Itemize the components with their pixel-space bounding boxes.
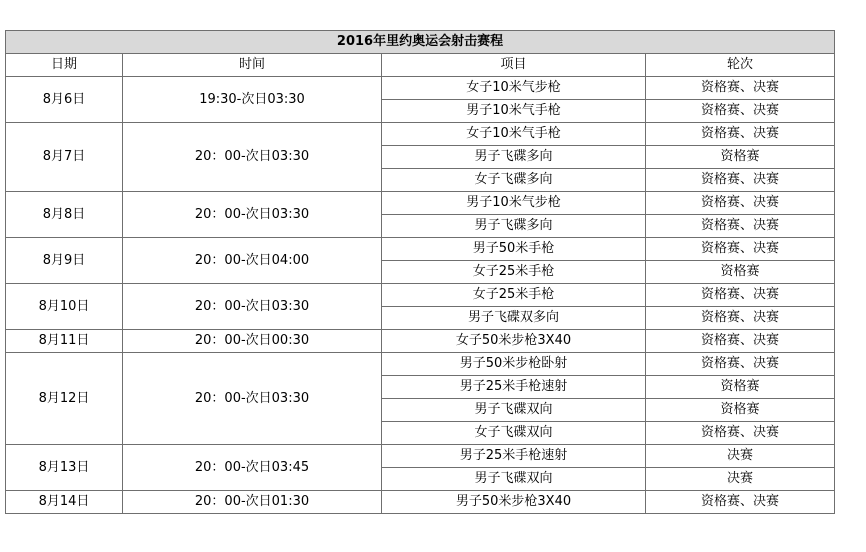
round-cell: 资格赛、决赛 bbox=[646, 192, 835, 215]
date-cell: 8月8日 bbox=[6, 192, 123, 238]
round-cell: 资格赛、决赛 bbox=[646, 169, 835, 192]
event-cell: 男子50米步枪卧射 bbox=[382, 353, 646, 376]
table-row bbox=[6, 238, 835, 261]
round-cell: 资格赛、决赛 bbox=[646, 123, 835, 146]
event-cell: 男子50米步枪3X40 bbox=[382, 491, 646, 514]
time-cell: 20：00-次日00:30 bbox=[123, 330, 382, 353]
event-cell: 女子10米气手枪 bbox=[382, 123, 646, 146]
round-cell: 资格赛 bbox=[646, 399, 835, 422]
round-cell: 资格赛、决赛 bbox=[646, 77, 835, 100]
event-cell: 男子25米手枪速射 bbox=[382, 445, 646, 468]
table-row bbox=[6, 491, 835, 514]
event-cell: 女子25米手枪 bbox=[382, 261, 646, 284]
time-cell: 19:30-次日03:30 bbox=[123, 77, 382, 123]
round-cell: 决赛 bbox=[646, 468, 835, 491]
time-cell: 20：00-次日03:30 bbox=[123, 353, 382, 445]
header-time: 时间 bbox=[123, 54, 382, 77]
round-cell: 资格赛、决赛 bbox=[646, 491, 835, 514]
date-cell: 8月13日 bbox=[6, 445, 123, 491]
header-row bbox=[6, 54, 835, 77]
time-cell: 20：00-次日04:00 bbox=[123, 238, 382, 284]
table-row bbox=[6, 353, 835, 376]
header-date: 日期 bbox=[6, 54, 123, 77]
date-cell: 8月7日 bbox=[6, 123, 123, 192]
time-cell: 20：00-次日03:30 bbox=[123, 192, 382, 238]
event-cell: 男子10米气手枪 bbox=[382, 100, 646, 123]
table-row bbox=[6, 330, 835, 353]
schedule-table bbox=[5, 30, 835, 514]
table-title: 2016年里约奥运会射击赛程 bbox=[6, 31, 835, 54]
event-cell: 男子25米手枪速射 bbox=[382, 376, 646, 399]
event-cell: 女子50米步枪3X40 bbox=[382, 330, 646, 353]
event-cell: 男子飞碟双向 bbox=[382, 468, 646, 491]
time-cell: 20：00-次日03:30 bbox=[123, 284, 382, 330]
time-cell: 20：00-次日03:30 bbox=[123, 123, 382, 192]
header-round: 轮次 bbox=[646, 54, 835, 77]
table-row bbox=[6, 445, 835, 468]
date-cell: 8月11日 bbox=[6, 330, 123, 353]
round-cell: 资格赛、决赛 bbox=[646, 353, 835, 376]
event-cell: 男子10米气步枪 bbox=[382, 192, 646, 215]
event-cell: 男子飞碟双向 bbox=[382, 399, 646, 422]
date-cell: 8月14日 bbox=[6, 491, 123, 514]
round-cell: 资格赛 bbox=[646, 376, 835, 399]
header-event: 项目 bbox=[382, 54, 646, 77]
event-cell: 男子飞碟多向 bbox=[382, 215, 646, 238]
time-cell: 20：00-次日01:30 bbox=[123, 491, 382, 514]
date-cell: 8月12日 bbox=[6, 353, 123, 445]
round-cell: 资格赛、决赛 bbox=[646, 307, 835, 330]
event-cell: 女子10米气步枪 bbox=[382, 77, 646, 100]
date-cell: 8月10日 bbox=[6, 284, 123, 330]
event-cell: 男子50米手枪 bbox=[382, 238, 646, 261]
table-row bbox=[6, 123, 835, 146]
time-cell: 20：00-次日03:45 bbox=[123, 445, 382, 491]
table-row bbox=[6, 192, 835, 215]
round-cell: 资格赛、决赛 bbox=[646, 215, 835, 238]
event-cell: 男子飞碟多向 bbox=[382, 146, 646, 169]
event-cell: 女子飞碟多向 bbox=[382, 169, 646, 192]
table-row bbox=[6, 77, 835, 100]
table-row bbox=[6, 284, 835, 307]
event-cell: 女子25米手枪 bbox=[382, 284, 646, 307]
round-cell: 资格赛、决赛 bbox=[646, 330, 835, 353]
round-cell: 资格赛、决赛 bbox=[646, 422, 835, 445]
event-cell: 男子飞碟双多向 bbox=[382, 307, 646, 330]
round-cell: 资格赛、决赛 bbox=[646, 284, 835, 307]
title-row bbox=[6, 31, 835, 54]
date-cell: 8月9日 bbox=[6, 238, 123, 284]
round-cell: 资格赛 bbox=[646, 146, 835, 169]
event-cell: 女子飞碟双向 bbox=[382, 422, 646, 445]
round-cell: 资格赛、决赛 bbox=[646, 238, 835, 261]
schedule-body bbox=[6, 77, 835, 514]
round-cell: 决赛 bbox=[646, 445, 835, 468]
date-cell: 8月6日 bbox=[6, 77, 123, 123]
round-cell: 资格赛、决赛 bbox=[646, 100, 835, 123]
round-cell: 资格赛 bbox=[646, 261, 835, 284]
